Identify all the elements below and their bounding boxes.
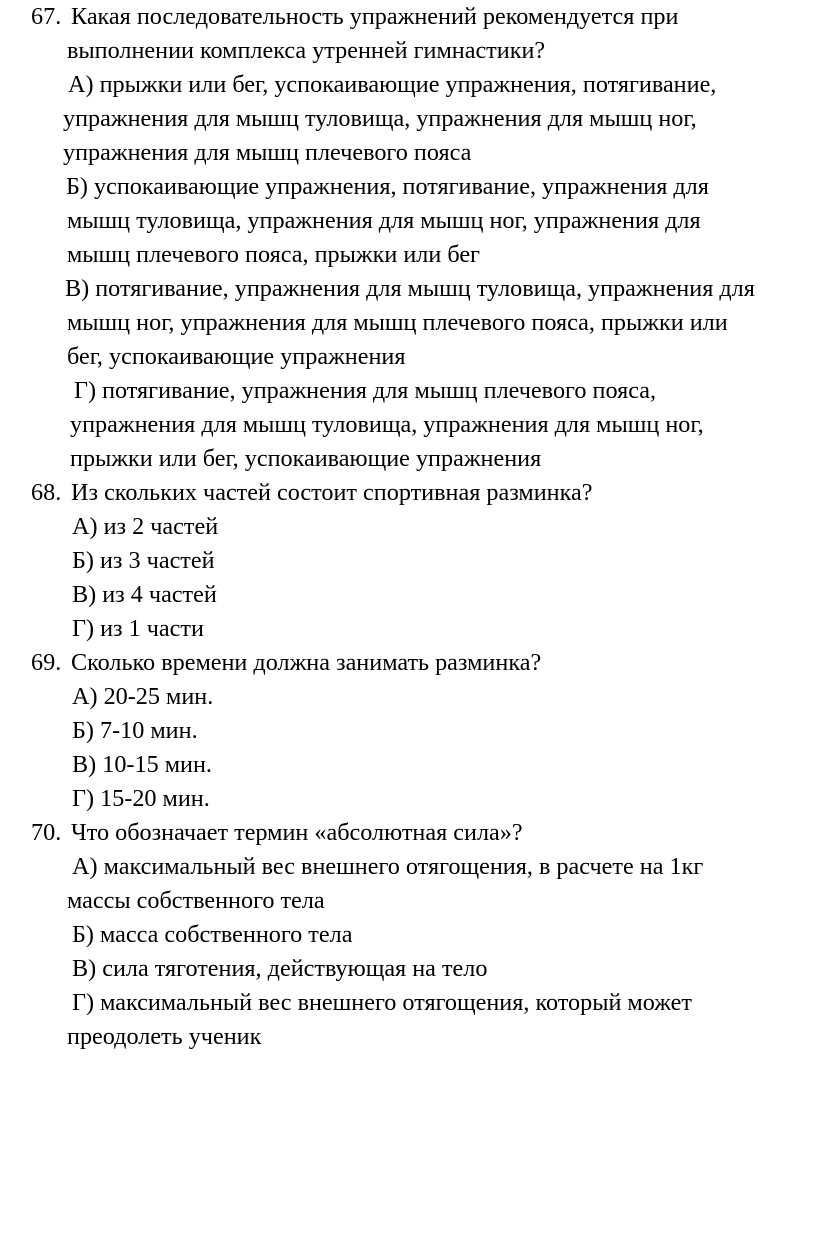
option-d: Г) потягивание, упражнения для мышц плечевого пояса, (74, 377, 657, 404)
question-number: 70. (31, 819, 62, 846)
option-c: бег, успокаивающие упражнения (67, 343, 406, 370)
option-d: Г) 15-20 мин. (72, 785, 210, 812)
option-a: упражнения для мышц плечевого пояса (63, 139, 472, 166)
question-text: Сколько времени должна занимать разминка? (71, 649, 542, 676)
option-b: мышц плечевого пояса, прыжки или бег (67, 241, 480, 268)
option-c: мышц ног, упражнения для мышц плечевого пояса, прыжки или (67, 309, 728, 336)
option-b: Б) масса собственного тела (72, 921, 353, 948)
option-d: преодолеть ученик (67, 1023, 262, 1050)
question-text: Из скольких частей состоит спортивная разминка? (71, 479, 593, 506)
option-a: А) максимальный вес внешнего отягощения, в расчете на 1кг (72, 853, 704, 880)
question-text: Какая последовательность упражнений рекомендуется при (71, 3, 679, 30)
option-c: В) из 4 частей (72, 581, 217, 608)
option-a: упражнения для мышц туловища, упражнения для мышц ног, (63, 105, 697, 132)
option-b: мышц туловища, упражнения для мышц ног, упражнения для (67, 207, 701, 234)
option-a: А) 20-25 мин. (72, 683, 214, 710)
option-c: В) 10-15 мин. (72, 751, 212, 778)
option-b: Б) 7-10 мин. (72, 717, 198, 744)
option-d: прыжки или бег, успокаивающие упражнения (70, 445, 542, 472)
option-b: Б) из 3 частей (72, 547, 215, 574)
option-a: А) прыжки или бег, успокаивающие упражнения, потягивание, (68, 71, 717, 98)
option-d: Г) из 1 части (72, 615, 204, 642)
option-b: Б) успокаивающие упражнения, потягивание, упражнения для (66, 173, 709, 200)
option-c: В) сила тяготения, действующая на тело (72, 955, 488, 982)
question-number: 69. (31, 649, 62, 676)
question-number: 68. (31, 479, 62, 506)
option-d: Г) максимальный вес внешнего отягощения, который может (72, 989, 692, 1016)
option-a: массы собственного тела (67, 887, 325, 914)
question-number: 67. (31, 3, 62, 30)
question-text: Что обозначает термин «абсолютная сила»? (71, 819, 523, 846)
option-c: В) потягивание, упражнения для мышц туловища, упражнения для (65, 275, 755, 302)
option-a: А) из 2 частей (72, 513, 219, 540)
question-text: выполнении комплекса утренней гимнастики? (67, 37, 546, 64)
option-d: упражнения для мышц туловища, упражнения для мышц ног, (70, 411, 704, 438)
